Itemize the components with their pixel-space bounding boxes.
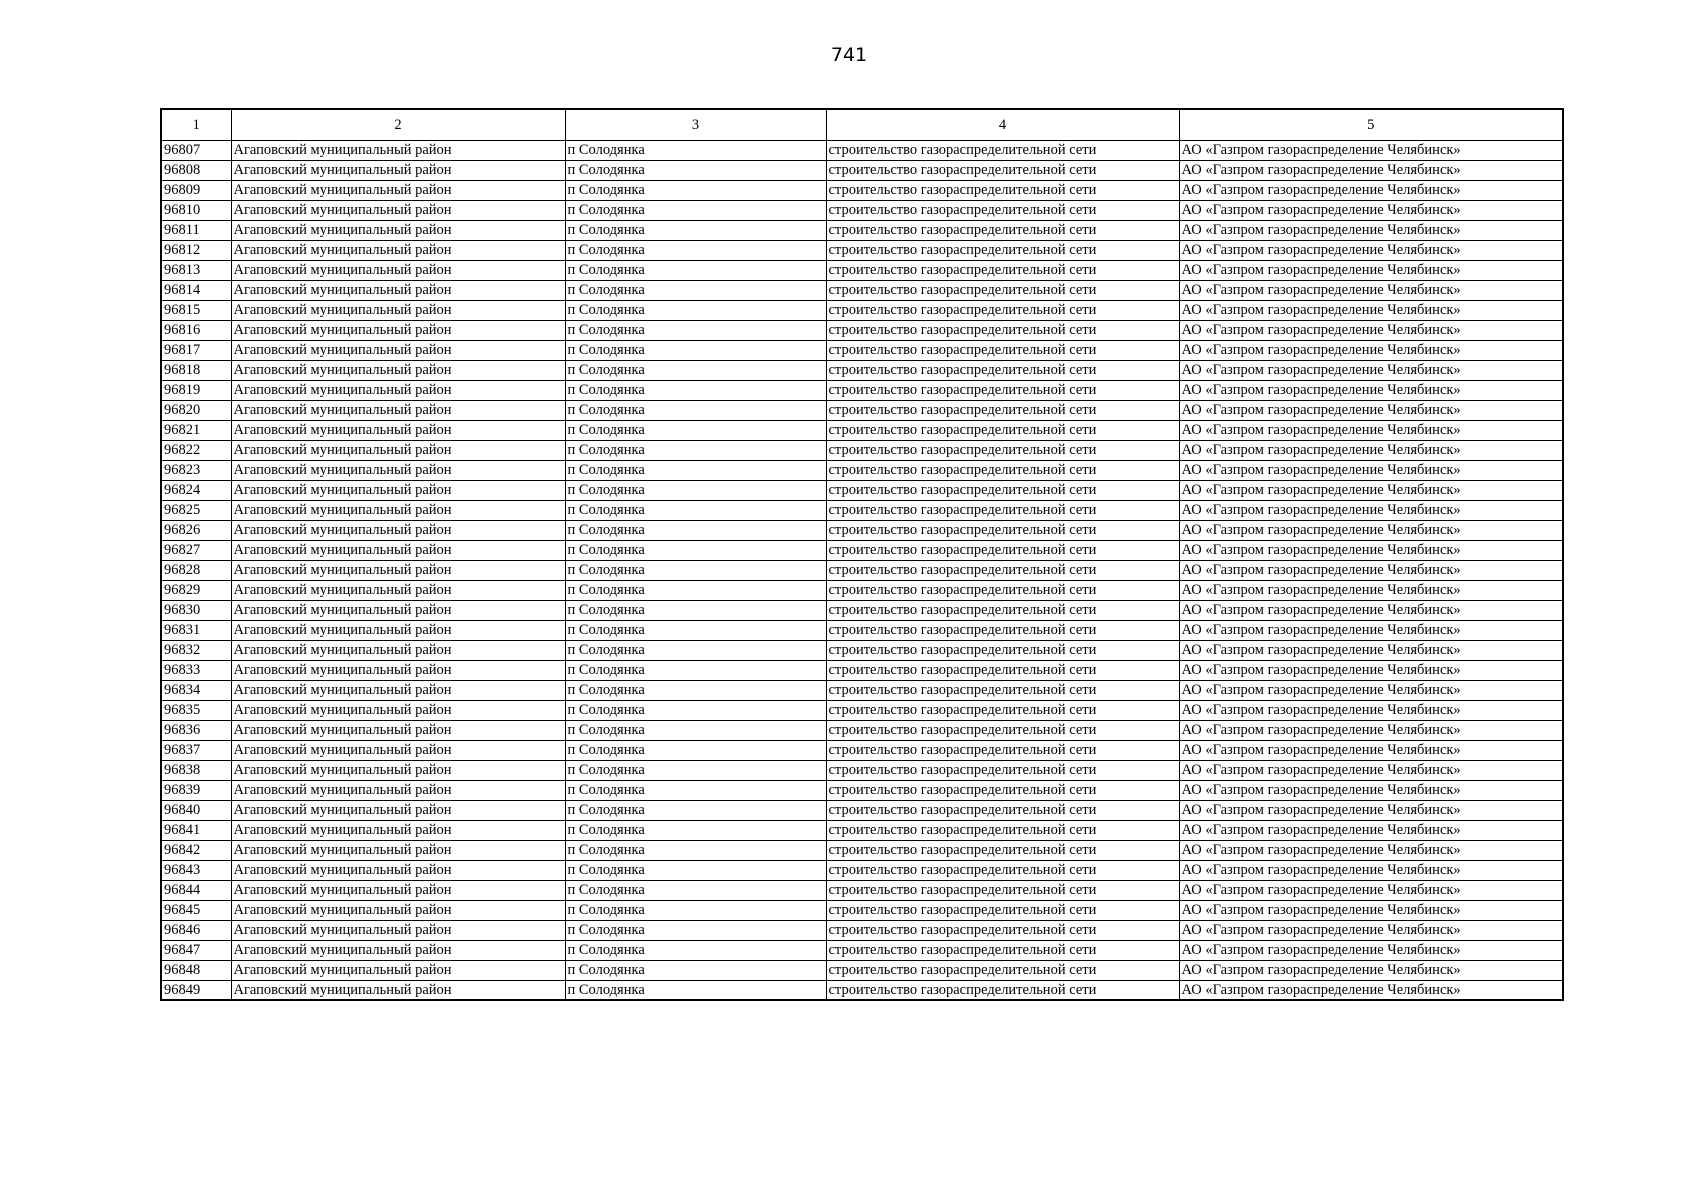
- cell-district: Агаповский муниципальный район: [231, 800, 565, 820]
- register-table: [160, 108, 1564, 1001]
- cell-settlement: п Солодянка: [565, 700, 826, 720]
- cell-district: Агаповский муниципальный район: [231, 440, 565, 460]
- table-row: [161, 980, 1563, 1000]
- table-row: [161, 420, 1563, 440]
- cell-district: Агаповский муниципальный район: [231, 720, 565, 740]
- cell-number: 96845: [161, 900, 231, 920]
- cell-district: Агаповский муниципальный район: [231, 200, 565, 220]
- table-row: [161, 160, 1563, 180]
- table-row: [161, 720, 1563, 740]
- table-row: [161, 620, 1563, 640]
- cell-number: 96832: [161, 640, 231, 660]
- cell-work-type: строительство газораспределительной сети: [826, 820, 1179, 840]
- cell-organization: АО «Газпром газораспределение Челябинск»: [1179, 480, 1563, 500]
- cell-organization: АО «Газпром газораспределение Челябинск»: [1179, 840, 1563, 860]
- cell-number: 96849: [161, 980, 231, 1000]
- cell-district: Агаповский муниципальный район: [231, 540, 565, 560]
- cell-number: 96820: [161, 400, 231, 420]
- cell-organization: АО «Газпром газораспределение Челябинск»: [1179, 340, 1563, 360]
- cell-work-type: строительство газораспределительной сети: [826, 660, 1179, 680]
- cell-district: Агаповский муниципальный район: [231, 420, 565, 440]
- cell-number: 96819: [161, 380, 231, 400]
- cell-district: Агаповский муниципальный район: [231, 260, 565, 280]
- cell-organization: АО «Газпром газораспределение Челябинск»: [1179, 700, 1563, 720]
- cell-district: Агаповский муниципальный район: [231, 640, 565, 660]
- cell-district: Агаповский муниципальный район: [231, 820, 565, 840]
- cell-number: 96836: [161, 720, 231, 740]
- cell-settlement: п Солодянка: [565, 320, 826, 340]
- cell-district: Агаповский муниципальный район: [231, 300, 565, 320]
- cell-number: 96827: [161, 540, 231, 560]
- table-row: [161, 680, 1563, 700]
- cell-organization: АО «Газпром газораспределение Челябинск»: [1179, 160, 1563, 180]
- cell-district: Агаповский муниципальный район: [231, 660, 565, 680]
- cell-district: Агаповский муниципальный район: [231, 140, 565, 160]
- cell-work-type: строительство газораспределительной сети: [826, 420, 1179, 440]
- cell-work-type: строительство газораспределительной сети: [826, 340, 1179, 360]
- cell-number: 96808: [161, 160, 231, 180]
- cell-number: 96838: [161, 760, 231, 780]
- cell-organization: АО «Газпром газораспределение Челябинск»: [1179, 780, 1563, 800]
- cell-work-type: строительство газораспределительной сети: [826, 500, 1179, 520]
- cell-number: 96824: [161, 480, 231, 500]
- cell-settlement: п Солодянка: [565, 860, 826, 880]
- cell-organization: АО «Газпром газораспределение Челябинск»: [1179, 880, 1563, 900]
- cell-number: 96810: [161, 200, 231, 220]
- table-row: [161, 280, 1563, 300]
- cell-number: 96812: [161, 240, 231, 260]
- cell-number: 96846: [161, 920, 231, 940]
- cell-district: Агаповский муниципальный район: [231, 780, 565, 800]
- cell-district: Агаповский муниципальный район: [231, 860, 565, 880]
- table-row: [161, 540, 1563, 560]
- cell-district: Агаповский муниципальный район: [231, 520, 565, 540]
- table-row: [161, 300, 1563, 320]
- cell-settlement: п Солодянка: [565, 560, 826, 580]
- cell-number: 96809: [161, 180, 231, 200]
- cell-organization: АО «Газпром газораспределение Челябинск»: [1179, 720, 1563, 740]
- cell-settlement: п Солодянка: [565, 400, 826, 420]
- cell-district: Агаповский муниципальный район: [231, 940, 565, 960]
- cell-settlement: п Солодянка: [565, 180, 826, 200]
- cell-settlement: п Солодянка: [565, 440, 826, 460]
- cell-district: Агаповский муниципальный район: [231, 480, 565, 500]
- table-row: [161, 780, 1563, 800]
- cell-district: Агаповский муниципальный район: [231, 620, 565, 640]
- cell-district: Агаповский муниципальный район: [231, 960, 565, 980]
- cell-number: 96833: [161, 660, 231, 680]
- cell-organization: АО «Газпром газораспределение Челябинск»: [1179, 600, 1563, 620]
- column-header-1: 1: [161, 109, 231, 140]
- cell-work-type: строительство газораспределительной сети: [826, 900, 1179, 920]
- cell-organization: АО «Газпром газораспределение Челябинск»: [1179, 180, 1563, 200]
- cell-organization: АО «Газпром газораспределение Челябинск»: [1179, 560, 1563, 580]
- cell-district: Агаповский муниципальный район: [231, 340, 565, 360]
- cell-number: 96817: [161, 340, 231, 360]
- cell-settlement: п Солодянка: [565, 220, 826, 240]
- cell-district: Агаповский муниципальный район: [231, 680, 565, 700]
- cell-number: 96821: [161, 420, 231, 440]
- cell-settlement: п Солодянка: [565, 680, 826, 700]
- table-row: [161, 900, 1563, 920]
- cell-number: 96814: [161, 280, 231, 300]
- cell-number: 96837: [161, 740, 231, 760]
- cell-settlement: п Солодянка: [565, 660, 826, 680]
- cell-work-type: строительство газораспределительной сети: [826, 360, 1179, 380]
- cell-number: 96823: [161, 460, 231, 480]
- cell-settlement: п Солодянка: [565, 600, 826, 620]
- cell-settlement: п Солодянка: [565, 420, 826, 440]
- table-row: [161, 240, 1563, 260]
- cell-organization: АО «Газпром газораспределение Челябинск»: [1179, 580, 1563, 600]
- table-row: [161, 320, 1563, 340]
- table-row: [161, 500, 1563, 520]
- cell-organization: АО «Газпром газораспределение Челябинск»: [1179, 940, 1563, 960]
- cell-organization: АО «Газпром газораспределение Челябинск»: [1179, 460, 1563, 480]
- cell-settlement: п Солодянка: [565, 240, 826, 260]
- cell-number: 96835: [161, 700, 231, 720]
- cell-number: 96813: [161, 260, 231, 280]
- cell-settlement: п Солодянка: [565, 340, 826, 360]
- cell-work-type: строительство газораспределительной сети: [826, 840, 1179, 860]
- cell-number: 96842: [161, 840, 231, 860]
- table-row: [161, 640, 1563, 660]
- cell-number: 96831: [161, 620, 231, 640]
- cell-organization: АО «Газпром газораспределение Челябинск»: [1179, 680, 1563, 700]
- table-row: [161, 580, 1563, 600]
- cell-settlement: п Солодянка: [565, 580, 826, 600]
- cell-settlement: п Солодянка: [565, 940, 826, 960]
- cell-work-type: строительство газораспределительной сети: [826, 600, 1179, 620]
- table-row: [161, 600, 1563, 620]
- cell-settlement: п Солодянка: [565, 260, 826, 280]
- table-row: [161, 840, 1563, 860]
- cell-settlement: п Солодянка: [565, 540, 826, 560]
- cell-work-type: строительство газораспределительной сети: [826, 760, 1179, 780]
- table-row: [161, 140, 1563, 160]
- table-body: [161, 140, 1563, 1000]
- cell-work-type: строительство газораспределительной сети: [826, 980, 1179, 1000]
- cell-number: 96829: [161, 580, 231, 600]
- cell-organization: АО «Газпром газораспределение Челябинск»: [1179, 860, 1563, 880]
- cell-settlement: п Солодянка: [565, 760, 826, 780]
- cell-settlement: п Солодянка: [565, 620, 826, 640]
- cell-organization: АО «Газпром газораспределение Челябинск»: [1179, 380, 1563, 400]
- cell-district: Агаповский муниципальный район: [231, 580, 565, 600]
- cell-number: 96826: [161, 520, 231, 540]
- cell-district: Агаповский муниципальный район: [231, 760, 565, 780]
- cell-district: Агаповский муниципальный район: [231, 920, 565, 940]
- table-row: [161, 440, 1563, 460]
- cell-organization: АО «Газпром газораспределение Челябинск»: [1179, 540, 1563, 560]
- cell-district: Агаповский муниципальный район: [231, 360, 565, 380]
- cell-settlement: п Солодянка: [565, 820, 826, 840]
- cell-settlement: п Солодянка: [565, 920, 826, 940]
- cell-settlement: п Солодянка: [565, 500, 826, 520]
- cell-work-type: строительство газораспределительной сети: [826, 700, 1179, 720]
- cell-work-type: строительство газораспределительной сети: [826, 940, 1179, 960]
- cell-work-type: строительство газораспределительной сети: [826, 400, 1179, 420]
- cell-work-type: строительство газораспределительной сети: [826, 640, 1179, 660]
- cell-district: Агаповский муниципальный район: [231, 600, 565, 620]
- cell-district: Агаповский муниципальный район: [231, 320, 565, 340]
- table-row: [161, 460, 1563, 480]
- cell-settlement: п Солодянка: [565, 960, 826, 980]
- cell-settlement: п Солодянка: [565, 640, 826, 660]
- cell-district: Агаповский муниципальный район: [231, 400, 565, 420]
- cell-settlement: п Солодянка: [565, 160, 826, 180]
- cell-district: Агаповский муниципальный район: [231, 880, 565, 900]
- cell-work-type: строительство газораспределительной сети: [826, 380, 1179, 400]
- table-row: [161, 820, 1563, 840]
- cell-organization: АО «Газпром газораспределение Челябинск»: [1179, 360, 1563, 380]
- cell-number: 96844: [161, 880, 231, 900]
- cell-settlement: п Солодянка: [565, 280, 826, 300]
- cell-settlement: п Солодянка: [565, 880, 826, 900]
- cell-organization: АО «Газпром газораспределение Челябинск»: [1179, 640, 1563, 660]
- cell-organization: АО «Газпром газораспределение Челябинск»: [1179, 240, 1563, 260]
- cell-work-type: строительство газораспределительной сети: [826, 460, 1179, 480]
- cell-organization: АО «Газпром газораспределение Челябинск»: [1179, 920, 1563, 940]
- cell-number: 96843: [161, 860, 231, 880]
- cell-organization: АО «Газпром газораспределение Челябинск»: [1179, 440, 1563, 460]
- cell-district: Агаповский муниципальный район: [231, 560, 565, 580]
- cell-number: 96815: [161, 300, 231, 320]
- cell-district: Агаповский муниципальный район: [231, 160, 565, 180]
- cell-number: 96825: [161, 500, 231, 520]
- table-row: [161, 260, 1563, 280]
- cell-work-type: строительство газораспределительной сети: [826, 740, 1179, 760]
- cell-settlement: п Солодянка: [565, 780, 826, 800]
- cell-settlement: п Солодянка: [565, 460, 826, 480]
- cell-work-type: строительство газораспределительной сети: [826, 580, 1179, 600]
- table-row: [161, 380, 1563, 400]
- column-header-4: 4: [826, 109, 1179, 140]
- cell-organization: АО «Газпром газораспределение Челябинск»: [1179, 980, 1563, 1000]
- cell-settlement: п Солодянка: [565, 520, 826, 540]
- cell-work-type: строительство газораспределительной сети: [826, 240, 1179, 260]
- cell-organization: АО «Газпром газораспределение Челябинск»: [1179, 200, 1563, 220]
- cell-organization: АО «Газпром газораспределение Челябинск»: [1179, 620, 1563, 640]
- cell-organization: АО «Газпром газораспределение Челябинск»: [1179, 220, 1563, 240]
- cell-settlement: п Солодянка: [565, 300, 826, 320]
- cell-work-type: строительство газораспределительной сети: [826, 620, 1179, 640]
- cell-settlement: п Солодянка: [565, 480, 826, 500]
- table-row: [161, 880, 1563, 900]
- cell-district: Агаповский муниципальный район: [231, 700, 565, 720]
- cell-organization: АО «Газпром газораспределение Челябинск»: [1179, 420, 1563, 440]
- cell-work-type: строительство газораспределительной сети: [826, 680, 1179, 700]
- cell-number: 96840: [161, 800, 231, 820]
- cell-work-type: строительство газораспределительной сети: [826, 260, 1179, 280]
- cell-settlement: п Солодянка: [565, 380, 826, 400]
- cell-district: Агаповский муниципальный район: [231, 220, 565, 240]
- cell-work-type: строительство газораспределительной сети: [826, 480, 1179, 500]
- table-row: [161, 360, 1563, 380]
- cell-number: 96847: [161, 940, 231, 960]
- cell-work-type: строительство газораспределительной сети: [826, 180, 1179, 200]
- table-row: [161, 660, 1563, 680]
- cell-organization: АО «Газпром газораспределение Челябинск»: [1179, 900, 1563, 920]
- cell-organization: АО «Газпром газораспределение Челябинск»: [1179, 300, 1563, 320]
- cell-settlement: п Солодянка: [565, 200, 826, 220]
- table-row: [161, 800, 1563, 820]
- cell-work-type: строительство газораспределительной сети: [826, 220, 1179, 240]
- cell-work-type: строительство газораспределительной сети: [826, 280, 1179, 300]
- cell-organization: АО «Газпром газораспределение Челябинск»: [1179, 320, 1563, 340]
- cell-organization: АО «Газпром газораспределение Челябинск»: [1179, 280, 1563, 300]
- cell-district: Агаповский муниципальный район: [231, 280, 565, 300]
- cell-settlement: п Солодянка: [565, 140, 826, 160]
- cell-work-type: строительство газораспределительной сети: [826, 520, 1179, 540]
- cell-work-type: строительство газораспределительной сети: [826, 160, 1179, 180]
- cell-settlement: п Солодянка: [565, 800, 826, 820]
- column-header-2: 2: [231, 109, 565, 140]
- cell-district: Агаповский муниципальный район: [231, 500, 565, 520]
- cell-district: Агаповский муниципальный район: [231, 900, 565, 920]
- cell-number: 96818: [161, 360, 231, 380]
- cell-work-type: строительство газораспределительной сети: [826, 780, 1179, 800]
- cell-organization: АО «Газпром газораспределение Челябинск»: [1179, 400, 1563, 420]
- cell-work-type: строительство газораспределительной сети: [826, 440, 1179, 460]
- cell-number: 96834: [161, 680, 231, 700]
- cell-district: Агаповский муниципальный район: [231, 980, 565, 1000]
- cell-district: Агаповский муниципальный район: [231, 180, 565, 200]
- cell-work-type: строительство газораспределительной сети: [826, 920, 1179, 940]
- cell-work-type: строительство газораспределительной сети: [826, 540, 1179, 560]
- cell-work-type: строительство газораспределительной сети: [826, 300, 1179, 320]
- cell-work-type: строительство газораспределительной сети: [826, 560, 1179, 580]
- cell-work-type: строительство газораспределительной сети: [826, 720, 1179, 740]
- cell-district: Агаповский муниципальный район: [231, 840, 565, 860]
- table-row: [161, 480, 1563, 500]
- cell-district: Агаповский муниципальный район: [231, 740, 565, 760]
- cell-organization: АО «Газпром газораспределение Челябинск»: [1179, 960, 1563, 980]
- cell-organization: АО «Газпром газораспределение Челябинск»: [1179, 820, 1563, 840]
- cell-organization: АО «Газпром газораспределение Челябинск»: [1179, 760, 1563, 780]
- cell-number: 96839: [161, 780, 231, 800]
- table-row: [161, 740, 1563, 760]
- cell-number: 96816: [161, 320, 231, 340]
- cell-settlement: п Солодянка: [565, 740, 826, 760]
- table-row: [161, 520, 1563, 540]
- cell-settlement: п Солодянка: [565, 840, 826, 860]
- cell-district: Агаповский муниципальный район: [231, 460, 565, 480]
- cell-number: 96841: [161, 820, 231, 840]
- cell-organization: АО «Газпром газораспределение Челябинск»: [1179, 260, 1563, 280]
- cell-organization: АО «Газпром газораспределение Челябинск»: [1179, 520, 1563, 540]
- cell-number: 96822: [161, 440, 231, 460]
- cell-number: 96807: [161, 140, 231, 160]
- table-row: [161, 920, 1563, 940]
- table-row: [161, 560, 1563, 580]
- cell-organization: АО «Газпром газораспределение Челябинск»: [1179, 660, 1563, 680]
- cell-work-type: строительство газораспределительной сети: [826, 800, 1179, 820]
- cell-organization: АО «Газпром газораспределение Челябинск»: [1179, 740, 1563, 760]
- cell-organization: АО «Газпром газораспределение Челябинск»: [1179, 140, 1563, 160]
- cell-organization: АО «Газпром газораспределение Челябинск»: [1179, 800, 1563, 820]
- table-row: [161, 220, 1563, 240]
- cell-settlement: п Солодянка: [565, 900, 826, 920]
- column-header-3: 3: [565, 109, 826, 140]
- column-header-5: 5: [1179, 109, 1563, 140]
- table-row: [161, 340, 1563, 360]
- cell-district: Агаповский муниципальный район: [231, 380, 565, 400]
- table-row: [161, 400, 1563, 420]
- cell-work-type: строительство газораспределительной сети: [826, 960, 1179, 980]
- table-row: [161, 200, 1563, 220]
- table-row: [161, 960, 1563, 980]
- table-row: [161, 860, 1563, 880]
- cell-settlement: п Солодянка: [565, 360, 826, 380]
- cell-organization: АО «Газпром газораспределение Челябинск»: [1179, 500, 1563, 520]
- cell-settlement: п Солодянка: [565, 980, 826, 1000]
- page-number: 741: [830, 44, 868, 66]
- cell-number: 96830: [161, 600, 231, 620]
- cell-work-type: строительство газораспределительной сети: [826, 860, 1179, 880]
- table-row: [161, 760, 1563, 780]
- cell-number: 96848: [161, 960, 231, 980]
- cell-district: Агаповский муниципальный район: [231, 240, 565, 260]
- cell-work-type: строительство газораспределительной сети: [826, 200, 1179, 220]
- cell-settlement: п Солодянка: [565, 720, 826, 740]
- cell-number: 96811: [161, 220, 231, 240]
- header-row: [161, 109, 1563, 140]
- cell-work-type: строительство газораспределительной сети: [826, 140, 1179, 160]
- cell-work-type: строительство газораспределительной сети: [826, 880, 1179, 900]
- table-row: [161, 940, 1563, 960]
- cell-work-type: строительство газораспределительной сети: [826, 320, 1179, 340]
- table-row: [161, 180, 1563, 200]
- cell-number: 96828: [161, 560, 231, 580]
- table-row: [161, 700, 1563, 720]
